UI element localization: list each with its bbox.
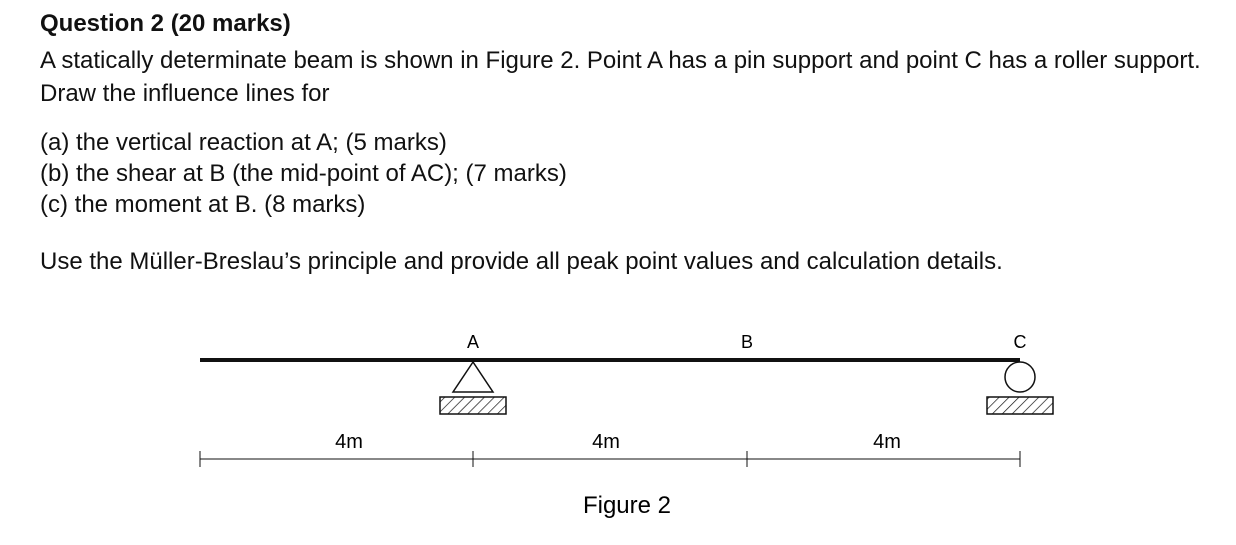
dimension-label-3: 4m	[873, 431, 901, 453]
pin-support-a	[440, 362, 506, 414]
question-part-c: (c) the moment at B. (8 marks)	[40, 191, 366, 218]
roller-support-c	[987, 362, 1053, 414]
dimension-label-1: 4m	[335, 431, 363, 453]
dimension-label-2: 4m	[592, 431, 620, 453]
point-label-b: B	[740, 332, 754, 352]
point-label-a: A	[466, 332, 480, 352]
figure-caption: Figure 2	[582, 492, 672, 519]
question-instruction: Use the Müller-Breslau’s principle and provide all peak point values and calculation details.	[40, 248, 1003, 275]
question-part-a: (a) the vertical reaction at A; (5 marks)	[40, 129, 447, 156]
point-label-c: C	[1013, 332, 1027, 352]
dimension-line	[200, 451, 1020, 467]
question-intro: A statically determinate beam is shown in Figure 2. Point A has a pin support and point C has a roller support. Draw the influence lines for	[40, 47, 1201, 107]
question-part-b: (b) the shear at B (the mid-point of AC); (7 marks)	[40, 160, 567, 187]
question-heading: Question 2 (20 marks)	[40, 10, 291, 37]
